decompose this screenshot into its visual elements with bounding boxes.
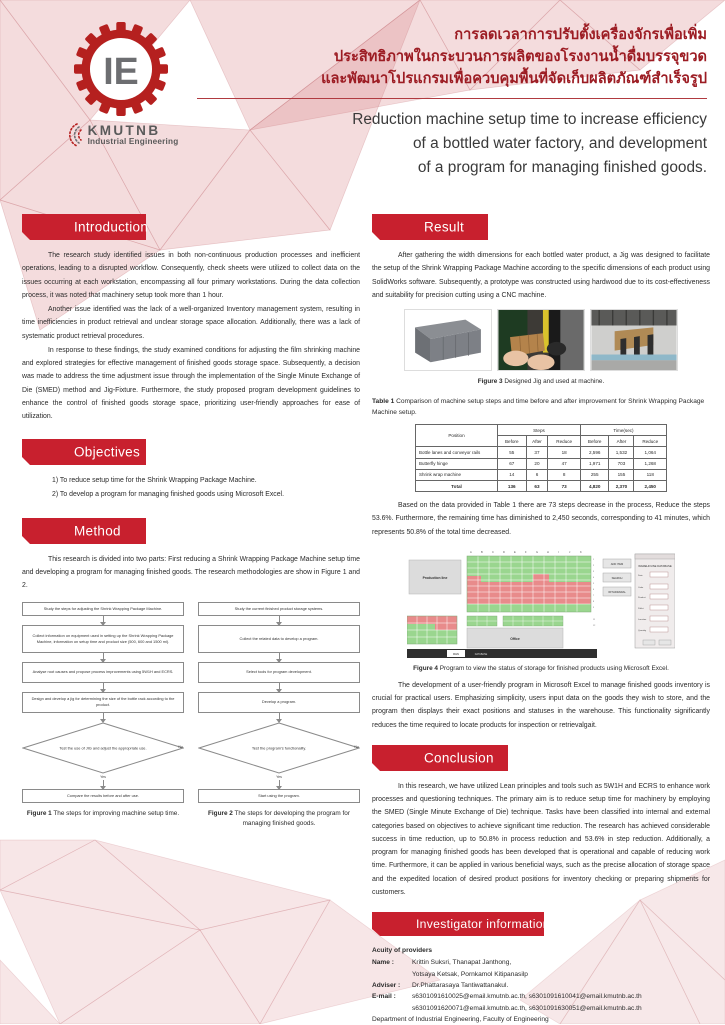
table-header-group-row [416, 424, 667, 435]
title-thai-line-1: การลดเวลาการปรับตั้งเครื่องจักรเพื่อเพิ่ม [454, 27, 707, 43]
figure-2-caption [198, 809, 360, 829]
svg-text:Pallet: Pallet [638, 607, 644, 610]
row-1-steps-reduce: 47 [548, 458, 581, 469]
figure-1-caption [22, 809, 184, 819]
flow1-final-step: Compare the results before and after use. [22, 789, 184, 803]
row-0-steps-before: 55 [498, 447, 527, 458]
flow2-decision [198, 722, 360, 774]
th-position: Position [416, 424, 498, 446]
row-3-steps-reduce: 73 [548, 480, 581, 491]
investigator-name-row [372, 957, 710, 968]
investigator-adviser-row [372, 980, 710, 991]
introduction-paragraph-3: In response to these findings, the study examined conditions for adjusting the film shrinking machine and explored strategies for effective management of finished goods storage space. Subsequently, a decision was made to address the time adjustment issue through the implementation of the Single Minute Exchange of Die (SMED) method and Jig-Fixture. Furthermore, the study proposed program development guidelines to enhance the control of finished goods storage space, prioritizing user-friendly approaches for ease of utilization. [22, 346, 360, 420]
conclusion-title: Conclusion [424, 750, 494, 766]
figure-1-label: Figure 1 [26, 809, 52, 817]
left-column [22, 214, 360, 828]
excel-sheet-tab-main: MAIN [453, 652, 459, 656]
row-2-time-before: 255 [580, 469, 609, 480]
svg-text:12: 12 [593, 624, 596, 627]
flow1-arrow-1 [103, 616, 104, 625]
row-0-steps-after: 37 [526, 447, 548, 458]
conclusion-paragraph: In this research, we have utilized Lean principles and tools such as 5W1H and ECRS to enhance work processes and questioning techniques. The primary aim is to reduce setup time for machinery by employing the SMED (Single Minute Exchange of Die) technique. Tasks have been classified into internal and external categories based on objectives to achieve significant time reduction. The research has achieved considerable success in time reduction, up to 50.8% in process reduction and 53.6% in step reduction. Additionally, a program for managing finished goods has been developed that is operational and capable of reducing work time. Furthermore, it can be applied in various beneficial ways, such as the precise allocation of storage space and the expedited location of desired product positions for inventory checking or preparing shipments for customers. [372, 782, 710, 896]
flow2-step-2: Collect the related data to develop a program. [198, 625, 360, 653]
flowchart-program-development [198, 602, 360, 829]
th-steps-before: Before [498, 436, 527, 447]
svg-text:B: B [481, 550, 483, 554]
result-paragraph-3: The development of a user-friendly program in Microsoft Excel to manage finished goods inventory is crucial for practical users. Emphasizing simplicity, users input data on the goods they wish to store, and the program then displays their exact positions and statuses in the warehouse. This functionality significantly reduces the time required to locate products for inspection or retrievalgait. [372, 681, 710, 729]
svg-text:A: A [470, 550, 472, 554]
figure-3-caption [372, 377, 710, 387]
row-3-time-before: 4,820 [580, 480, 609, 491]
svg-text:7: 7 [593, 594, 595, 597]
svg-text:3: 3 [593, 570, 595, 573]
svg-text:Location: Location [638, 618, 647, 621]
svg-text:2: 2 [593, 564, 595, 567]
row-1-time-after: 703 [609, 458, 634, 469]
right-column [372, 214, 710, 1025]
svg-text:E: E [514, 550, 516, 554]
photo-machine-with-jigs [590, 309, 678, 371]
introduction-title: Introduction [74, 219, 149, 235]
section-banner-objectives [22, 439, 360, 465]
figure-4-label: Figure 4 [413, 664, 438, 672]
figure-3-label: Figure 3 [477, 378, 503, 385]
result-paragraph-1: After gathering the width dimensions for each bottled water product, a Jig was designed to facilitate the setup of the Shrink Wrapping Package Machine according to the specific dimensions of each product using SolidWorks software. Subsequently, a prototype was constructed using hardwood due to its cost-effectiveness and suitability for precision cutting using a CNC machine. [372, 252, 710, 299]
flow1-arrow-4 [103, 713, 104, 722]
row-3-time-after: 2,370 [609, 480, 634, 491]
svg-text:G: G [536, 550, 539, 554]
objectives-title: Objectives [74, 444, 141, 460]
row-1-position: Butterfly hinge [416, 458, 498, 469]
th-time-before: Before [580, 436, 609, 447]
introduction-paragraph-1: The research study identified issues in both non-continuous production processes and inefficient operations, leading to a disrupted workflow. Consequently, check sheets were utilized to collect data on the issues occurring at each workstation, encompassing all four primary workstations. During the data collection process, it was noted that machinery setup took more than 1 hour. [22, 252, 360, 299]
table-1-label: Table 1 [372, 397, 395, 405]
th-steps: Steps [498, 424, 581, 435]
svg-text:Product: Product [638, 596, 646, 599]
excel-sheet-tab-database: DATABASE [474, 652, 488, 656]
ie-logo-text: IE [102, 50, 139, 93]
flow2-decision-label: Test the program's functionality. [251, 745, 307, 751]
svg-text:H: H [547, 550, 549, 554]
introduction-paragraph-2: Another issue identified was the lack of a well-organized Inventory management system, resulting in time inefficiencies in product retrieval and unclear storage space allocation. Additionally, there was a lack of systematic product retrieval procedures. [22, 306, 360, 340]
svg-text:9: 9 [593, 606, 595, 609]
title-thai-line-2: ประสิทธิภาพในกระบวนการผลิตของโรงงานน้ำดื่มบรรจุขวด [333, 49, 707, 66]
excel-production-line-label: Production line [422, 575, 448, 580]
th-time-reduce: Reduce [634, 436, 667, 447]
svg-text:6: 6 [593, 588, 595, 591]
row-2-steps-after: 6 [526, 469, 548, 480]
logo-block [48, 22, 193, 148]
row-1-steps-before: 67 [498, 458, 527, 469]
figure-4-caption [372, 664, 710, 674]
ie-gear-logo-icon [74, 22, 168, 116]
investigator-heading: Acuity of providers [372, 947, 433, 955]
email-key: E-mail : [372, 993, 396, 1001]
section-banner-method [22, 518, 360, 544]
table-row [416, 458, 667, 469]
flow2-final-step: Start using the program. [198, 789, 360, 803]
svg-text:D: D [503, 550, 505, 554]
excel-office-label: Office [510, 636, 520, 641]
table-row [416, 469, 667, 480]
title-divider [197, 98, 707, 99]
svg-text:Code: Code [638, 586, 644, 589]
section-banner-introduction [22, 214, 360, 240]
photo-jig-cad-render [404, 309, 492, 371]
flow1-no-label: No [178, 744, 183, 749]
section-banner-result [372, 214, 710, 240]
flow1-step-4: Design and develop a jig for determining the size of the bottle rack according to the product. [22, 692, 184, 713]
row-0-time-reduce: 1,064 [634, 447, 667, 458]
flow1-step-2: Collect information on equipment used in setting up the Shrink Wrapping Package Machine, information on setup time and product size (500, 600 and 1500 ml). [22, 625, 184, 653]
table-1-caption [372, 396, 710, 419]
department-line: Department of Industrial Engineering, Faculty of Engineering [372, 1016, 549, 1023]
kmutnb-swoosh-icon [63, 122, 85, 148]
th-steps-reduce: Reduce [548, 436, 581, 447]
row-3-steps-before: 136 [498, 480, 527, 491]
objective-item-2: 2) To develop a program for managing finished goods using Microsoft Excel. [52, 491, 284, 499]
result-paragraph-2: Based on the data provided in Table 1 there are 73 steps decrease in the process, Reduce the steps 53.6%. Furthermore, the remaining time has diminished to 2,450 seconds, corresponding to 41 minutes, which represents 50.8% of the total time decreased. [372, 502, 710, 536]
investigator-email-row [372, 991, 710, 1002]
poster-title-block [197, 24, 707, 180]
table-row-total [416, 480, 667, 491]
excel-dialog-title: WAREHOUSE DATABASE [638, 563, 672, 568]
row-2-steps-before: 14 [498, 469, 527, 480]
investigator-title: Investigator information [416, 917, 550, 932]
flow1-step-3: Analyse root causes and propose process improvements using 5W1H and ECRS. [22, 662, 184, 683]
flow1-decision-label: Test the use of JIG and adjust the appropriate use. [59, 745, 147, 751]
kmutnb-name: KMUTNB [87, 122, 161, 138]
name-line-1: Krittin Suksri, Thanapat Janthong, [412, 959, 512, 967]
excel-withdrawal-button: WITHDRAWAL [608, 590, 626, 594]
row-2-time-reduce: 118 [634, 469, 667, 480]
th-steps-after: After [526, 436, 548, 447]
row-0-steps-reduce: 18 [548, 447, 581, 458]
flow2-arrow-5 [279, 780, 280, 789]
row-0-time-after: 1,532 [609, 447, 634, 458]
row-0-position: Bottle lanes and conveyor rails [416, 447, 498, 458]
excel-search-button: SEARCH [611, 576, 623, 580]
title-english-line-2: of a bottled water factory, and development [412, 134, 707, 152]
svg-text:11: 11 [593, 618, 596, 621]
adviser-key: Adviser : [372, 982, 401, 990]
flow2-step-1: Study the current finished product storage systems. [198, 602, 360, 616]
table-row [416, 447, 667, 458]
svg-text:Quantity: Quantity [638, 629, 647, 632]
result-title: Result [424, 219, 465, 235]
svg-text:F: F [525, 550, 527, 554]
th-time: Time(sec) [580, 424, 666, 435]
email-line-1: s6301091610025@email.kmutnb.ac.th, s6301091610041@email.kmutnb.ac.th [412, 993, 642, 1001]
figure-2-label: Figure 2 [208, 809, 233, 817]
svg-text:J: J [569, 550, 571, 554]
row-1-steps-after: 20 [526, 458, 548, 469]
svg-text:8: 8 [593, 600, 595, 603]
flow2-arrow-2 [279, 653, 280, 662]
flowchart-machine-setup [22, 602, 184, 829]
flow1-yes-label: Yes [100, 774, 106, 779]
method-title: Method [74, 523, 121, 539]
flow1-arrow-2 [103, 653, 104, 662]
photo-jig-in-use-hands [497, 309, 585, 371]
svg-text:4: 4 [593, 576, 595, 579]
email-line-2: s6301091620071@email.kmutnb.ac.th, s6301091630051@email.kmutnb.ac.th [412, 1004, 642, 1012]
row-1-time-before: 1,971 [580, 458, 609, 469]
kmutnb-department: Industrial Engineering [87, 136, 179, 146]
figure-3-photos [372, 309, 710, 371]
poster-header [0, 0, 725, 205]
title-thai-line-3: และพัฒนาโปรแกรมเพื่อควบคุมพื้นที่จัดเก็บผลิตภัณฑ์สำเร็จรูป [321, 71, 707, 88]
row-2-time-after: 155 [609, 469, 634, 480]
title-english-line-1: Reduction machine setup time to increase efficiency [352, 110, 707, 128]
name-key: Name : [372, 959, 394, 967]
row-3-position: Total [416, 480, 498, 491]
figure-2-text: The steps for developing the program for managing finished goods. [234, 809, 350, 827]
flow2-step-3: Select tools for program development. [198, 662, 360, 683]
row-0-time-before: 2,596 [580, 447, 609, 458]
th-time-after: After [609, 436, 634, 447]
kmutnb-logo [48, 122, 193, 148]
svg-text:5: 5 [593, 582, 595, 585]
figure-4-excel-screenshot [407, 546, 675, 658]
objective-item-1: 1) To reduce setup time for the Shrink Wrapping Package Machine. [52, 477, 257, 485]
setup-comparison-table [415, 424, 667, 492]
svg-text:I: I [558, 550, 559, 554]
name-line-2: Yotsaya Ketsak, Pornkamol Kitipanasilp [412, 970, 528, 978]
flow1-arrow-5 [103, 780, 104, 789]
flow2-yes-label: Yes [276, 774, 282, 779]
method-flowcharts [22, 602, 360, 829]
row-3-steps-after: 63 [526, 480, 548, 491]
figure-1-text: The steps for improving machine setup time. [53, 809, 180, 817]
flow1-arrow-3 [103, 683, 104, 692]
excel-add-item-button: ADD ITEM [610, 562, 624, 566]
svg-text:C: C [492, 550, 494, 554]
title-english-line-3: of a program for managing finished goods. [417, 158, 707, 176]
flow2-arrow-1 [279, 616, 280, 625]
flow2-arrow-4 [279, 713, 280, 722]
section-banner-investigator [372, 912, 710, 936]
row-2-position: Shrink wrap machine [416, 469, 498, 480]
svg-text:K: K [580, 550, 582, 554]
flow2-no-label: No [354, 744, 359, 749]
flow1-step-1: Study the steps for adjusting the Shrink Wrapping Package Machine. [22, 602, 184, 616]
flow2-arrow-3 [279, 683, 280, 692]
svg-text:1: 1 [593, 558, 595, 561]
flow1-decision [22, 722, 184, 774]
section-banner-conclusion [372, 745, 710, 771]
flow2-step-4: Develop a program. [198, 692, 360, 713]
row-1-time-reduce: 1,268 [634, 458, 667, 469]
row-3-time-reduce: 2,450 [634, 480, 667, 491]
figure-3-text: Designed Jig and used at machine. [504, 378, 605, 385]
method-paragraph: This research is divided into two parts: First reducing a Shrink Wrapping Package Machine setup time and developing a program for managing finished goods. The research methodologies are show in Figure 1 and 2. [22, 555, 360, 590]
row-2-steps-reduce: 8 [548, 469, 581, 480]
svg-text:Date: Date [638, 574, 643, 577]
investigator-details [372, 945, 710, 1025]
adviser-value: Dr.Phattarasaya Tantiwattanakul. [412, 982, 509, 990]
table-1-text: Comparison of machine setup steps and time before and after improvement for Shrink Wrapping Package Machine setup. [372, 397, 705, 417]
figure-4-text: Program to view the status of storage for finished products using Microsoft Excel. [439, 664, 669, 672]
